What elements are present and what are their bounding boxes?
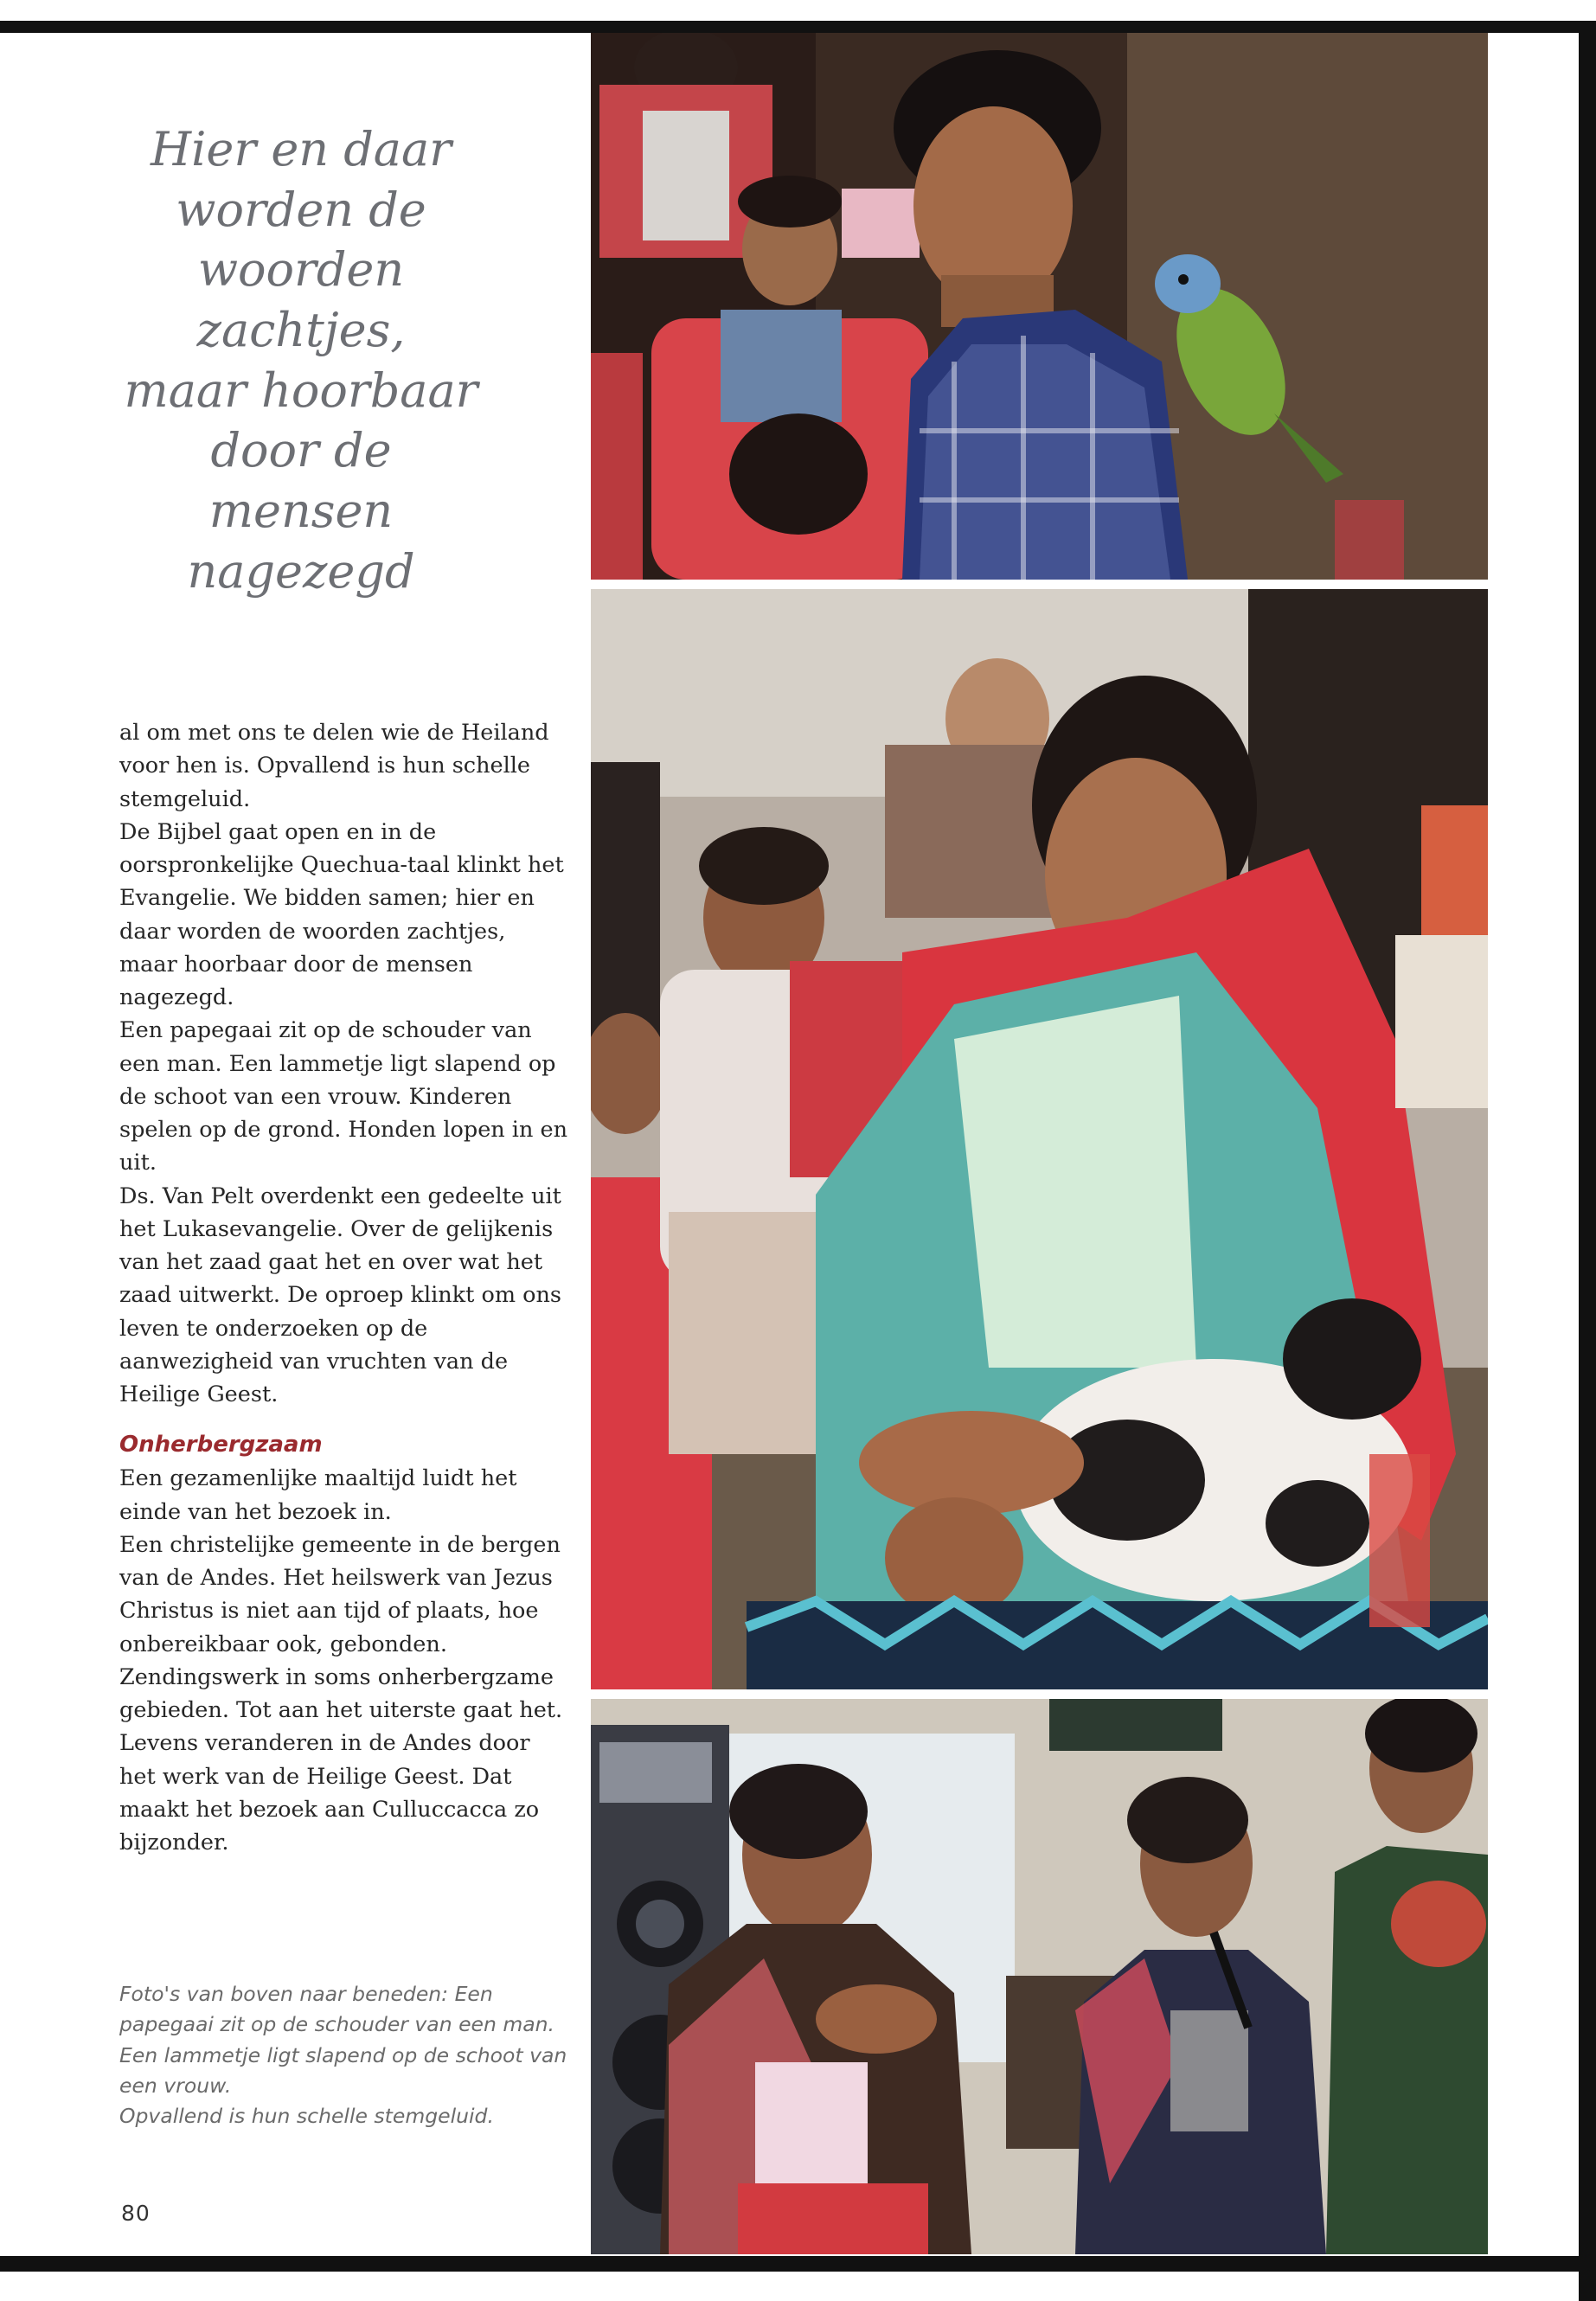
page-number: 80 <box>121 2201 151 2226</box>
photo-caption <box>119 1979 569 2131</box>
pull-quote-line: zachtjes, <box>196 302 406 357</box>
photo-man-with-parrot <box>591 33 1488 580</box>
caption-text: Opvallend is hun schelle stemgeluid. <box>119 2104 494 2128</box>
body-paragraph: Een christelijke gemeente in de bergen van de Andes. Het heilswerk van Jezus Christus is niet aan tijd of plaats, hoe onbereikbaar ook, gebonden. Zendingswerk in soms onherbergzame gebieden. Tot aan het uiterste gaat het. Levens veranderen in de Andes door het werk van de Heilige Geest. Dat maakt het bezoek aan Culluccacca zo bijzonder. <box>119 1531 563 1856</box>
caption-text: Foto's van boven naar beneden: Een papegaai zit op de schouder van een man. Een lammetje ligt slapend op de schoot van een vrouw. <box>119 1982 567 2098</box>
pull-quote-line: nagezegd <box>187 543 415 599</box>
magazine-page <box>7 33 1579 2256</box>
pull-quote-line: maar hoorbaar <box>124 362 478 418</box>
photo-women-singing <box>591 1699 1488 2254</box>
article-body <box>119 716 569 1859</box>
pull-quote-line: woorden <box>197 242 405 298</box>
photo-woman-with-lamb <box>591 589 1488 1689</box>
page-border-bottom <box>0 2256 1596 2272</box>
body-paragraph: al om met ons te delen wie de Heiland voor hen is. Opvallend is hun schelle stemgeluid. <box>119 720 549 812</box>
pull-quote-line: door de mensen <box>208 423 394 538</box>
pull-quote <box>119 119 483 601</box>
page-border-right <box>1579 21 1596 2301</box>
pull-quote-line: Hier en daar <box>151 122 452 176</box>
body-paragraph: De Bijbel gaat open en in de oorspronkelijke Quechua-taal klinkt het Evangelie. We bidden samen; hier en daar worden de woorden zachtjes, maar hoorbaar door de mensen nagezegd. <box>119 818 564 1010</box>
body-paragraph: Een gezamenlijke maaltijd luidt het einde van het bezoek in. <box>119 1465 517 1525</box>
page-border-top <box>0 21 1596 33</box>
body-paragraph: Ds. Van Pelt overdenkt een gedeelte uit het Lukasevangelie. Over de gelijkenis van het zaad gaat het en over wat het zaad uitwerkt. De oproep klinkt om ons leven te onderzoeken op de aanwezigheid van vruchten van de Heilige Geest. <box>119 1183 561 1407</box>
pull-quote-line: worden de <box>176 182 426 237</box>
section-subheading: Onherbergzaam <box>119 1432 323 1458</box>
body-paragraph: Een papegaai zit op de schouder van een man. Een lammetje ligt slapend op de schoot van een vrouw. Kinderen spelen op de grond. Honden lopen in en uit. <box>119 1017 568 1176</box>
